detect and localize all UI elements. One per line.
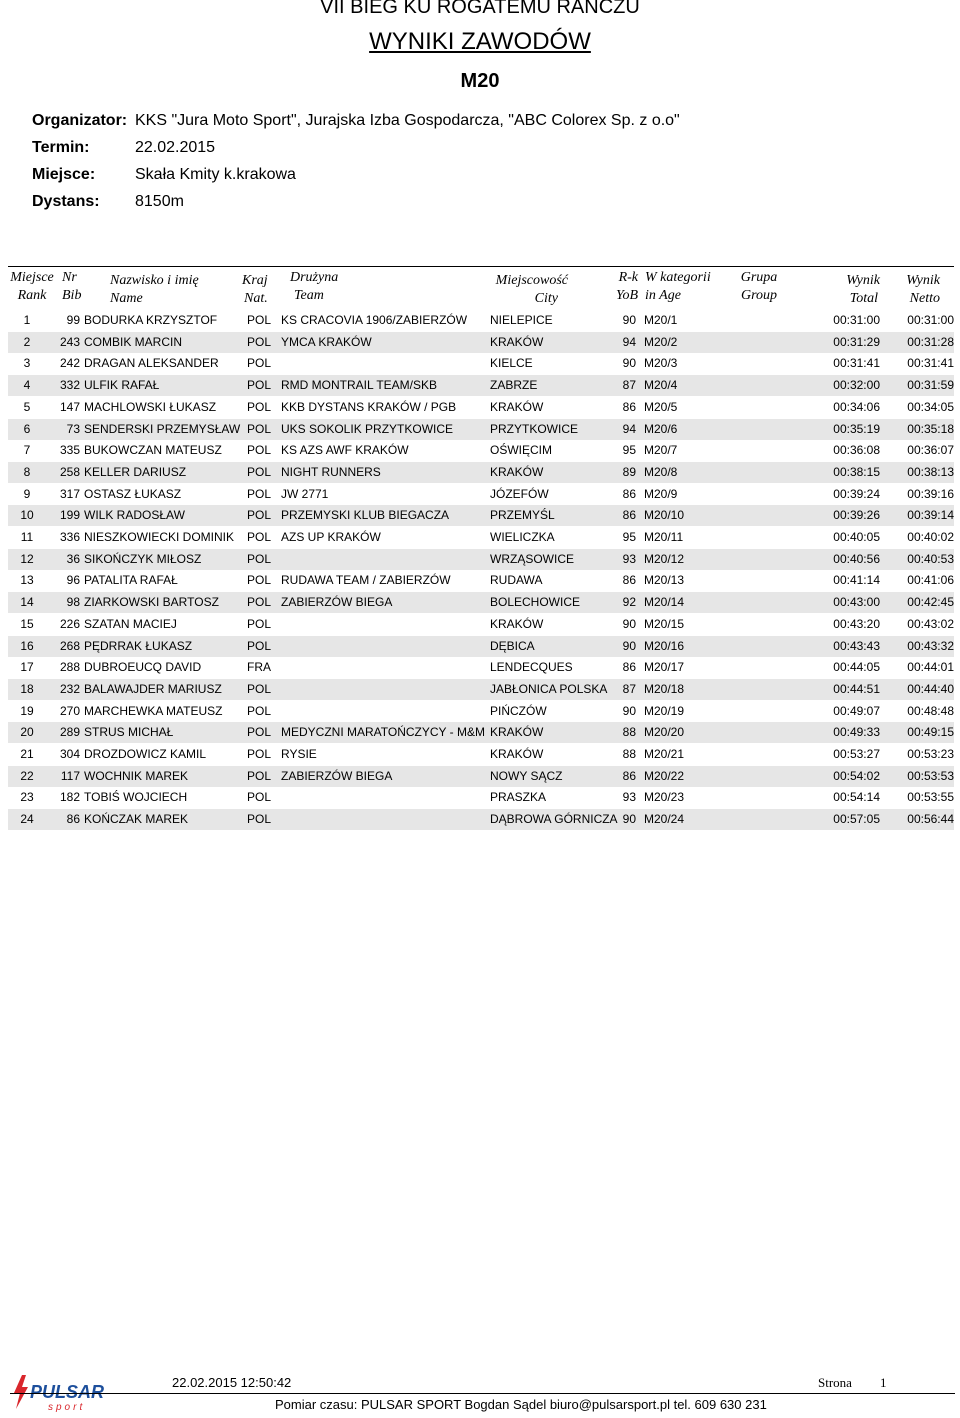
date-value: 22.02.2015 <box>135 139 216 156</box>
cell-total: 00:57:05 <box>833 812 880 827</box>
distance-value: 8150m <box>135 193 184 210</box>
cell-bib: 36 <box>66 551 80 566</box>
cell-name: MACHLOWSKI ŁUKASZ <box>84 399 217 414</box>
cell-age: M20/14 <box>644 595 685 610</box>
table-row <box>8 809 954 830</box>
cell-nat: POL <box>247 508 272 523</box>
cell-total: 00:53:27 <box>833 747 880 761</box>
table-row <box>8 440 954 461</box>
cell-age: M20/20 <box>644 725 685 740</box>
cell-city: RUDAWA <box>490 573 543 588</box>
cell-total: 00:54:02 <box>833 768 880 783</box>
cell-name: PĘDRRAK ŁUKASZ <box>84 638 193 653</box>
cell-netto: 00:42:45 <box>907 595 954 610</box>
cell-netto: 00:35:18 <box>907 421 954 436</box>
cell-name: DUBROEUCQ DAVID <box>84 660 202 675</box>
cell-nat: POL <box>247 530 272 544</box>
timing-credit: Pomiar czasu: PULSAR SPORT Bogdan Sądel biuro@pulsarsport.pl tel. 609 630 231 <box>275 1397 767 1412</box>
header-city: Miejscowość City <box>495 273 568 306</box>
cell-rank: 4 <box>23 378 31 393</box>
cell-yob: 90 <box>622 703 636 718</box>
cell-bib: 226 <box>59 616 80 631</box>
table-row <box>8 375 954 396</box>
cell-netto: 00:53:53 <box>907 768 954 783</box>
cell-team: KS AZS AWF KRAKÓW <box>281 443 409 458</box>
cell-city: NIELEPICE <box>490 313 553 327</box>
header-rank: Miejsce Rank <box>10 270 54 303</box>
cell-yob: 86 <box>622 399 636 414</box>
cell-total: 00:40:05 <box>833 530 880 544</box>
cell-rank: 7 <box>23 443 31 458</box>
cell-bib: 232 <box>59 681 80 696</box>
cell-netto: 00:43:02 <box>907 616 954 631</box>
cell-yob: 86 <box>622 486 636 501</box>
cell-nat: POL <box>247 399 272 414</box>
cell-nat: POL <box>247 421 272 436</box>
table-row <box>8 787 954 808</box>
cell-name: MARCHEWKA MATEUSZ <box>84 703 223 718</box>
cell-total: 00:49:33 <box>833 725 880 740</box>
cell-age: M20/3 <box>644 356 678 371</box>
cell-age: M20/17 <box>644 660 685 675</box>
cell-age: M20/12 <box>644 551 685 566</box>
cell-rank: 2 <box>23 334 31 349</box>
cell-netto: 00:39:14 <box>907 508 954 523</box>
cell-rank: 20 <box>20 725 34 740</box>
cell-bib: 332 <box>59 378 80 393</box>
cell-nat: POL <box>247 812 272 827</box>
cell-city: OŚWIĘCIM <box>490 443 552 458</box>
cell-city: NOWY SĄCZ <box>490 768 563 783</box>
cell-nat: FRA <box>247 660 271 675</box>
cell-bib: 117 <box>60 768 80 783</box>
cell-team: NIGHT RUNNERS <box>281 464 381 479</box>
cell-bib: 317 <box>59 486 80 501</box>
cell-yob: 87 <box>622 378 636 393</box>
cell-name: KELLER DARIUSZ <box>84 464 187 479</box>
table-row <box>8 636 954 657</box>
page-label: Strona <box>818 1375 852 1390</box>
cell-bib: 288 <box>59 660 80 675</box>
cell-city: KRAKÓW <box>490 334 544 349</box>
cell-age: M20/6 <box>644 421 678 436</box>
cell-name: BUKOWCZAN MATEUSZ <box>84 443 222 458</box>
cell-total: 00:40:56 <box>833 551 880 566</box>
cell-team: RMD MONTRAIL TEAM/SKB <box>281 378 438 393</box>
cell-total: 00:32:00 <box>833 378 880 393</box>
cell-rank: 14 <box>20 595 34 610</box>
cell-yob: 86 <box>622 508 636 523</box>
cell-age: M20/22 <box>644 768 685 783</box>
cell-city: JÓZEFÓW <box>490 486 549 501</box>
cell-team: RUDAWA TEAM / ZABIERZÓW <box>281 573 451 588</box>
cell-rank: 17 <box>20 660 34 675</box>
cell-team: RYSIE <box>281 747 317 761</box>
cell-nat: POL <box>247 790 272 805</box>
cell-netto: 00:41:06 <box>907 573 954 588</box>
cell-rank: 23 <box>20 790 34 805</box>
cell-bib: 96 <box>66 573 80 588</box>
cell-name: OSTASZ ŁUKASZ <box>84 486 182 501</box>
cell-team: AZS UP KRAKÓW <box>281 530 381 544</box>
cell-city: KRAKÓW <box>490 399 544 414</box>
header-total: Wynik Total <box>846 273 880 306</box>
cell-rank: 19 <box>20 703 34 718</box>
cell-name: TOBIŚ WOJCIECH <box>84 790 188 805</box>
cell-team: MEDYCZNI MARATOŃCZYCY - M&M <box>281 725 486 740</box>
cell-netto: 00:31:59 <box>907 378 954 393</box>
place-label: Miejsce: <box>32 166 96 183</box>
cell-name: WILK RADOSŁAW <box>84 508 185 523</box>
cell-name: DROZDOWICZ KAMIL <box>84 747 206 761</box>
cell-total: 00:44:51 <box>833 681 880 696</box>
print-timestamp: 22.02.2015 12:50:42 <box>172 1375 292 1390</box>
table-row <box>8 679 954 700</box>
cell-bib: 86 <box>66 812 80 827</box>
cell-bib: 335 <box>59 443 80 458</box>
cell-yob: 92 <box>622 595 636 610</box>
table-row <box>8 614 954 635</box>
cell-city: PRASZKA <box>490 790 547 805</box>
cell-nat: POL <box>247 638 272 653</box>
cell-netto: 00:53:55 <box>907 790 954 805</box>
cell-team: JW 2771 <box>281 486 329 501</box>
cell-netto: 00:48:48 <box>907 703 954 718</box>
cell-bib: 199 <box>59 508 80 523</box>
cell-name: SENDERSKI PRZEMYSŁAW <box>84 421 241 436</box>
logo-wordmark: PULSAR <box>30 1382 105 1402</box>
cell-nat: POL <box>247 747 272 761</box>
cell-yob: 86 <box>622 573 636 588</box>
cell-rank: 3 <box>23 356 31 371</box>
cell-nat: POL <box>247 486 272 501</box>
table-row <box>8 353 954 374</box>
cell-city: DĘBICA <box>490 638 535 653</box>
header-group: Grupa Group <box>740 270 778 303</box>
cell-nat: POL <box>247 443 272 458</box>
cell-age: M20/18 <box>644 681 685 696</box>
cell-team: KS CRACOVIA 1906/ZABIERZÓW <box>281 313 468 327</box>
cell-rank: 15 <box>20 616 34 631</box>
category-title: M20 <box>460 70 500 92</box>
table-row <box>8 310 954 331</box>
cell-yob: 90 <box>622 812 636 827</box>
cell-bib: 270 <box>59 703 80 718</box>
cell-name: ULFIK RAFAŁ <box>84 378 160 393</box>
cell-city: LENDECQUES <box>490 660 573 675</box>
event-title: VII BIEG KU ROGATEMU RANCZU <box>320 0 640 18</box>
cell-netto: 00:40:53 <box>907 551 954 566</box>
cell-age: M20/13 <box>644 573 685 588</box>
cell-city: KIELCE <box>490 356 533 371</box>
table-row <box>8 332 954 353</box>
cell-city: KRAKÓW <box>490 747 544 761</box>
cell-city: BOLECHOWICE <box>490 595 581 610</box>
cell-name: SIKOŃCZYK MIŁOSZ <box>84 551 202 566</box>
cell-bib: 98 <box>66 595 80 610</box>
cell-rank: 24 <box>20 812 34 827</box>
cell-team: KKB DYSTANS KRAKÓW / PGB <box>281 399 457 414</box>
cell-team: UKS SOKOLIK PRZYTKOWICE <box>281 421 454 436</box>
table-row <box>8 527 954 548</box>
cell-netto: 00:31:28 <box>907 334 954 349</box>
cell-city: ZABRZE <box>490 378 538 393</box>
distance-label: Dystans: <box>32 193 100 210</box>
cell-yob: 93 <box>622 790 636 805</box>
cell-name: WOCHNIK MAREK <box>84 768 189 783</box>
cell-city: PRZEMYŚL <box>490 508 555 523</box>
cell-bib: 336 <box>59 530 80 544</box>
cell-city: KRAKÓW <box>490 616 544 631</box>
cell-total: 00:39:26 <box>833 508 880 523</box>
cell-yob: 90 <box>622 313 636 327</box>
cell-rank: 18 <box>20 681 34 696</box>
cell-rank: 6 <box>23 421 31 436</box>
header-name: Nazwisko i imię Name <box>110 273 199 306</box>
cell-total: 00:31:00 <box>833 313 880 327</box>
header-age: W kategorii in Age <box>645 270 711 303</box>
cell-yob: 90 <box>622 356 636 371</box>
table-row <box>8 419 954 440</box>
cell-age: M20/24 <box>644 812 685 827</box>
cell-nat: POL <box>247 725 272 740</box>
cell-bib: 289 <box>59 725 80 740</box>
cell-yob: 88 <box>622 747 636 761</box>
cell-name: BODURKA KRZYSZTOF <box>84 313 218 327</box>
cell-nat: POL <box>247 356 272 371</box>
table-row <box>8 766 954 787</box>
cell-bib: 268 <box>59 638 80 653</box>
cell-netto: 00:49:15 <box>907 725 954 740</box>
cell-total: 00:54:14 <box>833 790 880 805</box>
logo-subtext: sport <box>48 1402 86 1413</box>
cell-yob: 95 <box>622 530 636 544</box>
footer-divider <box>10 1393 955 1394</box>
cell-name: KOŃCZAK MAREK <box>84 812 189 827</box>
cell-nat: POL <box>247 573 272 588</box>
cell-nat: POL <box>247 551 272 566</box>
cell-yob: 86 <box>622 660 636 675</box>
cell-yob: 86 <box>622 768 636 783</box>
cell-city: PRZYTKOWICE <box>490 421 579 436</box>
cell-name: SZATAN MACIEJ <box>84 616 177 631</box>
cell-city: KRAKÓW <box>490 464 544 479</box>
cell-rank: 1 <box>23 313 31 327</box>
cell-age: M20/21 <box>644 747 685 761</box>
page-number: 1 <box>880 1375 887 1390</box>
cell-age: M20/9 <box>644 486 678 501</box>
cell-yob: 93 <box>622 551 636 566</box>
cell-age: M20/11 <box>644 530 684 544</box>
cell-total: 00:31:41 <box>833 356 880 371</box>
cell-yob: 89 <box>622 464 636 479</box>
table-row <box>8 744 954 765</box>
cell-rank: 5 <box>23 399 31 414</box>
cell-bib: 99 <box>66 313 80 327</box>
cell-total: 00:31:29 <box>833 334 880 349</box>
table-row <box>8 592 954 613</box>
cell-rank: 21 <box>20 747 34 761</box>
cell-total: 00:41:14 <box>833 573 880 588</box>
organizer-label: Organizator: <box>32 112 128 129</box>
cell-total: 00:35:19 <box>833 421 880 436</box>
cell-nat: POL <box>247 681 272 696</box>
cell-yob: 95 <box>622 443 636 458</box>
table-row <box>8 484 954 505</box>
cell-nat: POL <box>247 703 272 718</box>
table-row <box>8 722 954 743</box>
cell-netto: 00:56:44 <box>907 812 954 827</box>
cell-rank: 8 <box>23 464 31 479</box>
cell-name: DRAGAN ALEKSANDER <box>84 356 219 371</box>
cell-nat: POL <box>247 334 272 349</box>
cell-netto: 00:31:41 <box>907 356 954 371</box>
cell-netto: 00:53:23 <box>907 747 954 761</box>
cell-rank: 11 <box>20 530 34 544</box>
cell-age: M20/19 <box>644 703 685 718</box>
cell-team: YMCA KRAKÓW <box>281 334 372 349</box>
table-row <box>8 462 954 483</box>
cell-age: M20/16 <box>644 638 685 653</box>
header-divider <box>8 266 954 267</box>
cell-name: NIESZKOWIECKI DOMINIK <box>84 530 235 544</box>
cell-nat: POL <box>247 616 272 631</box>
cell-age: M20/8 <box>644 464 678 479</box>
cell-rank: 9 <box>23 486 31 501</box>
cell-age: M20/15 <box>644 616 685 631</box>
cell-netto: 00:38:13 <box>907 464 954 479</box>
cell-name: BALAWAJDER MARIUSZ <box>84 681 222 696</box>
cell-city: JABŁONICA POLSKA <box>490 681 608 696</box>
cell-team: ZABIERZÓW BIEGA <box>281 768 393 783</box>
results-title: WYNIKI ZAWODÓW <box>369 28 591 55</box>
cell-age: M20/1 <box>644 313 678 327</box>
cell-rank: 10 <box>20 508 34 523</box>
cell-yob: 90 <box>622 616 636 631</box>
cell-total: 00:38:15 <box>833 464 880 479</box>
cell-netto: 00:36:07 <box>907 443 954 458</box>
cell-netto: 00:31:00 <box>907 313 954 327</box>
header-yob: R-k YoB <box>615 270 638 303</box>
cell-total: 00:43:20 <box>833 616 880 631</box>
cell-bib: 242 <box>59 356 80 371</box>
cell-city: PIŃCZÓW <box>490 703 547 718</box>
cell-age: M20/2 <box>644 334 678 349</box>
header-nat: Kraj Nat. <box>242 273 268 306</box>
cell-nat: POL <box>247 595 272 610</box>
table-row <box>8 505 954 526</box>
cell-city: WIELICZKA <box>490 530 555 544</box>
cell-total: 00:36:08 <box>833 443 880 458</box>
header-bib: Nr Bib <box>62 270 82 303</box>
logo-bolt-icon <box>14 1375 28 1409</box>
cell-total: 00:49:07 <box>833 703 880 718</box>
cell-age: M20/4 <box>644 378 678 393</box>
table-row <box>8 397 954 418</box>
cell-yob: 87 <box>622 681 636 696</box>
cell-team: ZABIERZÓW BIEGA <box>281 595 393 610</box>
table-row <box>8 701 954 722</box>
cell-total: 00:39:24 <box>833 486 880 501</box>
cell-bib: 147 <box>59 399 80 414</box>
cell-total: 00:43:43 <box>833 638 880 653</box>
cell-nat: POL <box>247 313 272 327</box>
cell-bib: 182 <box>59 790 80 805</box>
table-row <box>8 657 954 678</box>
cell-netto: 00:34:05 <box>907 399 954 414</box>
cell-bib: 243 <box>59 334 80 349</box>
cell-city: KRAKÓW <box>490 725 544 740</box>
cell-age: M20/23 <box>644 790 685 805</box>
cell-team: PRZEMYSKI KLUB BIEGACZA <box>281 508 450 523</box>
cell-city: DĄBROWA GÓRNICZA <box>490 812 618 827</box>
cell-netto: 00:44:01 <box>907 660 954 675</box>
cell-yob: 94 <box>622 334 636 349</box>
cell-name: COMBIK MARCIN <box>84 334 183 349</box>
cell-nat: POL <box>247 378 272 393</box>
cell-total: 00:34:06 <box>833 399 880 414</box>
cell-netto: 00:44:40 <box>907 681 954 696</box>
cell-yob: 94 <box>622 421 636 436</box>
cell-name: PATALITA RAFAŁ <box>84 573 178 588</box>
cell-name: ZIARKOWSKI BARTOSZ <box>84 595 219 610</box>
cell-yob: 90 <box>622 638 636 653</box>
cell-total: 00:44:05 <box>833 660 880 675</box>
cell-rank: 12 <box>20 551 34 566</box>
header-team: Drużyna Team <box>290 270 339 303</box>
organizer-value: KKS "Jura Moto Sport", Jurajska Izba Gospodarcza, "ABC Colorex Sp. z o.o" <box>135 112 680 129</box>
cell-yob: 88 <box>622 725 636 740</box>
cell-netto: 00:43:32 <box>907 638 954 653</box>
place-value: Skała Kmity k.krakowa <box>135 166 296 183</box>
cell-nat: POL <box>247 768 272 783</box>
cell-nat: POL <box>247 464 272 479</box>
cell-name: STRUS MICHAŁ <box>84 725 174 740</box>
cell-bib: 73 <box>66 421 80 436</box>
cell-age: M20/5 <box>644 399 678 414</box>
cell-netto: 00:40:02 <box>907 530 954 544</box>
cell-age: M20/10 <box>644 508 685 523</box>
table-row <box>8 570 954 591</box>
cell-rank: 22 <box>20 768 34 783</box>
cell-total: 00:43:00 <box>833 595 880 610</box>
cell-netto: 00:39:16 <box>907 486 954 501</box>
cell-age: M20/7 <box>644 443 678 458</box>
date-label: Termin: <box>32 139 90 156</box>
cell-rank: 16 <box>20 638 34 653</box>
cell-rank: 13 <box>20 573 34 588</box>
cell-bib: 304 <box>59 747 80 761</box>
cell-city: WRZĄSOWICE <box>490 551 574 566</box>
cell-bib: 258 <box>59 464 80 479</box>
table-row <box>8 549 954 570</box>
header-netto: Wynik Netto <box>906 273 940 306</box>
